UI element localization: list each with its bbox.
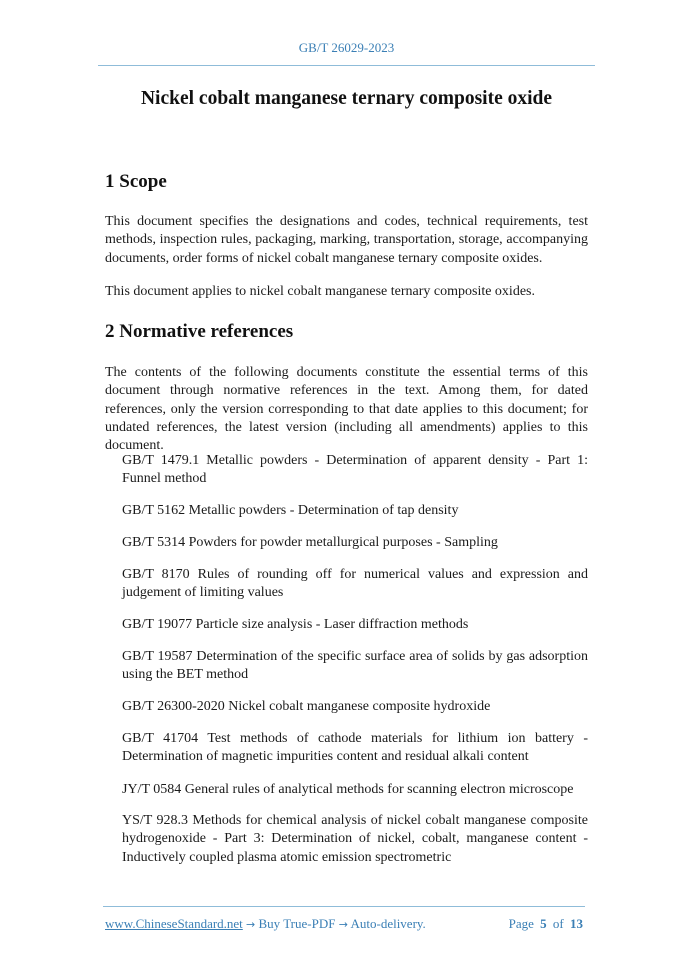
buy-true-pdf-text: Buy True-PDF: [258, 916, 336, 931]
section-heading-scope: 1 Scope: [105, 171, 167, 192]
footer-promo: [105, 916, 426, 932]
arrow-right-icon: →: [338, 918, 348, 931]
scope-paragraph-2: This document applies to nickel cobalt manganese ternary composite oxides.: [105, 284, 535, 299]
normative-references-paragraph: The contents of the following documents constitute the essential terms of this document through normative references in the text. Among them, for dated references, only the version corresponding to that date applies to this document; for undated references, the latest version (including all amendments) applies to this document.: [105, 365, 588, 454]
reference-item: GB/T 19077 Particle size analysis - Laser diffraction methods: [122, 617, 469, 632]
reference-item: GB/T 26300-2020 Nickel cobalt manganese composite hydroxide: [122, 699, 491, 714]
reference-item: JY/T 0584 General rules of analytical methods for scanning electron microscope: [122, 782, 574, 797]
page-current: 5: [540, 916, 547, 931]
standard-code: GB/T 26029-2023: [298, 40, 395, 55]
chinesestandard-link[interactable]: www.ChineseStandard.net: [105, 916, 243, 931]
auto-delivery-text: Auto-delivery.: [350, 916, 426, 931]
section-heading-normative-references: 2 Normative references: [105, 321, 294, 342]
header-divider: [98, 65, 595, 66]
reference-item: GB/T 8170 Rules of rounding off for numerical values and expression and judgement of limiting values: [122, 567, 588, 601]
page-total: 13: [570, 916, 583, 931]
page-indicator: [509, 916, 583, 932]
reference-item: YS/T 928.3 Methods for chemical analysis of nickel cobalt manganese composite hydrogenoxide - Part 3: Determination of nickel, cobalt, manganese content - Inductively coupled plasma atomic emission spectrometric: [122, 813, 588, 865]
reference-item: GB/T 1479.1 Metallic powders - Determination of apparent density - Part 1: Funnel method: [122, 453, 588, 487]
reference-item: GB/T 41704 Test methods of cathode materials for lithium ion battery - Determination of magnetic impurities content and residual alkali content: [122, 731, 588, 765]
reference-item: GB/T 5162 Metallic powders - Determination of tap density: [122, 503, 459, 518]
reference-item: GB/T 5314 Powders for powder metallurgical purposes - Sampling: [122, 535, 498, 550]
page-of-label: of: [552, 916, 564, 931]
reference-item: GB/T 19587 Determination of the specific surface area of solids by gas adsorption using the BET method: [122, 649, 588, 683]
page-label: Page: [508, 916, 534, 931]
scope-paragraph-1: This document specifies the designations and codes, technical requirements, test methods, inspection rules, packaging, marking, transportation, storage, accompanying documents, order forms of nickel cobalt manganese ternary composite oxides.: [105, 214, 588, 266]
document-title: Nickel cobalt manganese ternary composite oxide: [140, 88, 553, 109]
arrow-right-icon: →: [246, 918, 256, 931]
footer-divider: [103, 906, 585, 907]
